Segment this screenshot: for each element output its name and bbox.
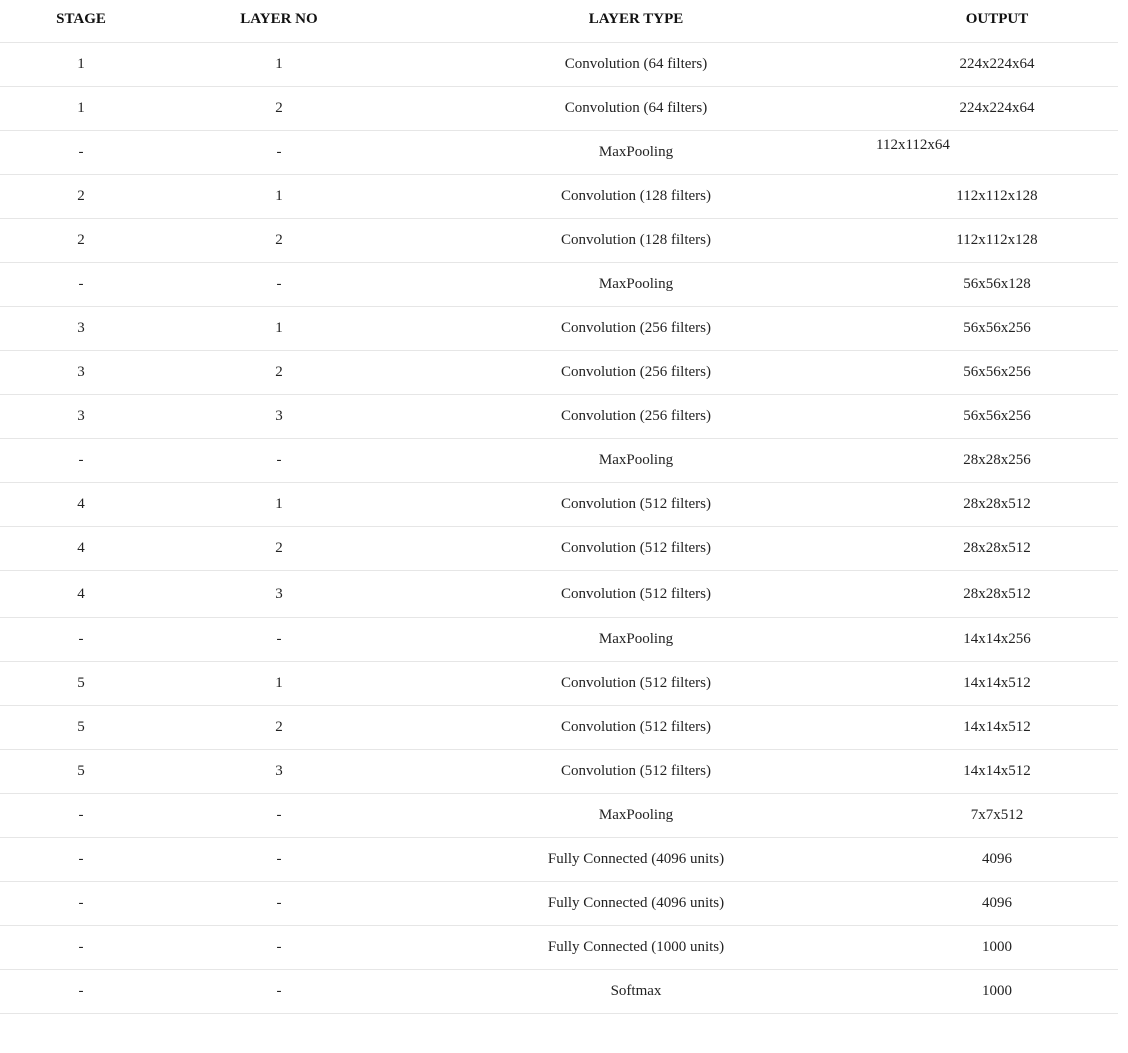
cell-output: 28x28x512 (963, 496, 1031, 512)
table-row (0, 483, 1118, 527)
cell-layer-no: 2 (275, 719, 283, 735)
cell-layer-no: 3 (275, 408, 283, 424)
cell-layer-no: 1 (275, 675, 283, 691)
cell-layer-type: Convolution (512 filters) (561, 763, 711, 779)
cell-layer-no: 3 (275, 763, 283, 779)
cell-stage: - (78, 983, 84, 999)
cell-output: 112x112x64 (876, 137, 950, 153)
header-output: OUTPUT (965, 11, 1029, 27)
cell-layer-no: 2 (275, 100, 283, 116)
cell-output: 14x14x512 (963, 675, 1031, 691)
cell-output: 224x224x64 (959, 100, 1035, 116)
cell-layer-type: Convolution (512 filters) (561, 540, 711, 556)
cell-output: 56x56x128 (963, 276, 1031, 292)
table-row (0, 219, 1118, 263)
cell-layer-type: Convolution (256 filters) (561, 408, 711, 424)
cell-layer-type: MaxPooling (598, 631, 674, 647)
cell-output: 14x14x256 (963, 631, 1031, 647)
header-layer-no: LAYER NO (240, 11, 318, 27)
cell-layer-no: - (276, 631, 282, 647)
cell-output: 28x28x512 (963, 585, 1031, 602)
cell-layer-no: 3 (275, 585, 283, 602)
table-row (0, 838, 1118, 882)
cell-layer-no: 2 (275, 232, 283, 248)
cell-layer-type: Convolution (256 filters) (561, 364, 711, 380)
cell-stage: 4 (77, 540, 85, 556)
cell-layer-no: - (276, 276, 282, 292)
cell-layer-no: - (276, 939, 282, 955)
table-row (0, 926, 1118, 970)
cell-stage: 2 (77, 232, 85, 248)
table-header-row (0, 0, 1118, 43)
cell-stage: 3 (77, 408, 85, 424)
table-row (0, 618, 1118, 662)
cell-stage: - (78, 276, 84, 292)
cell-layer-type: Convolution (128 filters) (561, 188, 711, 204)
cell-output: 28x28x256 (963, 452, 1031, 468)
cell-layer-no: 1 (275, 496, 283, 512)
cell-layer-no: - (276, 452, 282, 468)
cell-layer-type: MaxPooling (598, 807, 674, 823)
cell-output: 14x14x512 (963, 719, 1031, 735)
cell-layer-type: Fully Connected (4096 units) (547, 851, 725, 867)
cell-output: 1000 (982, 983, 1012, 999)
header-stage: STAGE (56, 11, 106, 27)
table-row (0, 706, 1118, 750)
cell-stage: 5 (77, 763, 85, 779)
cell-layer-type: MaxPooling (598, 144, 674, 160)
cell-layer-no: 1 (275, 320, 283, 336)
cell-output: 1000 (982, 939, 1012, 955)
cell-stage: 1 (77, 100, 85, 116)
cell-output: 56x56x256 (963, 320, 1031, 336)
cell-layer-type: Convolution (64 filters) (564, 56, 708, 72)
cell-layer-type: MaxPooling (598, 452, 674, 468)
table-row (0, 43, 1118, 87)
cell-layer-type: Convolution (128 filters) (561, 232, 711, 248)
cell-output: 112x112x128 (956, 232, 1038, 248)
cell-output: 224x224x64 (959, 56, 1035, 72)
cell-layer-type: Convolution (256 filters) (561, 320, 711, 336)
cell-stage: - (78, 807, 84, 823)
cell-stage: 1 (77, 56, 85, 72)
cell-stage: - (78, 452, 84, 468)
cell-layer-no: - (276, 807, 282, 823)
cell-stage: 5 (77, 719, 85, 735)
cell-stage: 4 (77, 496, 85, 512)
cell-layer-type: Convolution (512 filters) (561, 585, 711, 602)
cell-layer-no: 1 (275, 56, 283, 72)
cell-layer-no: - (276, 851, 282, 867)
cell-output: 56x56x256 (963, 364, 1031, 380)
cell-stage: 4 (77, 585, 85, 602)
cell-layer-type: MaxPooling (598, 276, 674, 292)
table-row (0, 970, 1118, 1014)
table-row (0, 263, 1118, 307)
cell-output: 14x14x512 (963, 763, 1031, 779)
cell-layer-type: Convolution (64 filters) (564, 100, 708, 116)
table-row (0, 571, 1118, 618)
cell-layer-no: 2 (275, 540, 283, 556)
cell-stage: - (78, 851, 84, 867)
cell-layer-type: Convolution (512 filters) (561, 719, 711, 735)
cell-stage: - (78, 939, 84, 955)
cell-layer-no: - (276, 895, 282, 911)
cell-output: 4096 (982, 895, 1012, 911)
header-layer-type: LAYER TYPE (588, 11, 684, 27)
cell-stage: 3 (77, 320, 85, 336)
cell-output: 56x56x256 (963, 408, 1031, 424)
table-row (0, 439, 1118, 483)
cell-output: 4096 (982, 851, 1012, 867)
table-row (0, 351, 1118, 395)
cell-layer-no: - (276, 144, 282, 160)
table-row (0, 882, 1118, 926)
cell-output: 112x112x128 (956, 188, 1038, 204)
table-row (0, 662, 1118, 706)
cell-stage: 5 (77, 675, 85, 691)
cell-layer-type: Softmax (610, 983, 662, 999)
cell-layer-type: Convolution (512 filters) (561, 496, 711, 512)
table-row (0, 175, 1118, 219)
cell-layer-no: 1 (275, 188, 283, 204)
cell-layer-no: 2 (275, 364, 283, 380)
cell-output: 7x7x512 (970, 807, 1024, 823)
table-row (0, 794, 1118, 838)
cell-stage: 3 (77, 364, 85, 380)
table-row (0, 750, 1118, 794)
table-row (0, 527, 1118, 571)
table-row (0, 307, 1118, 351)
cell-layer-type: Fully Connected (1000 units) (547, 939, 725, 955)
table-row (0, 395, 1118, 439)
cell-layer-no: - (276, 983, 282, 999)
cell-stage: - (78, 144, 84, 160)
cell-layer-type: Convolution (512 filters) (561, 675, 711, 691)
cell-stage: - (78, 895, 84, 911)
cell-output: 28x28x512 (963, 540, 1031, 556)
cell-stage: 2 (77, 188, 85, 204)
table-body (0, 43, 1118, 1014)
cell-layer-type: Fully Connected (4096 units) (547, 895, 725, 911)
cell-stage: - (78, 631, 84, 647)
table-row (0, 131, 1118, 175)
table-row (0, 87, 1118, 131)
